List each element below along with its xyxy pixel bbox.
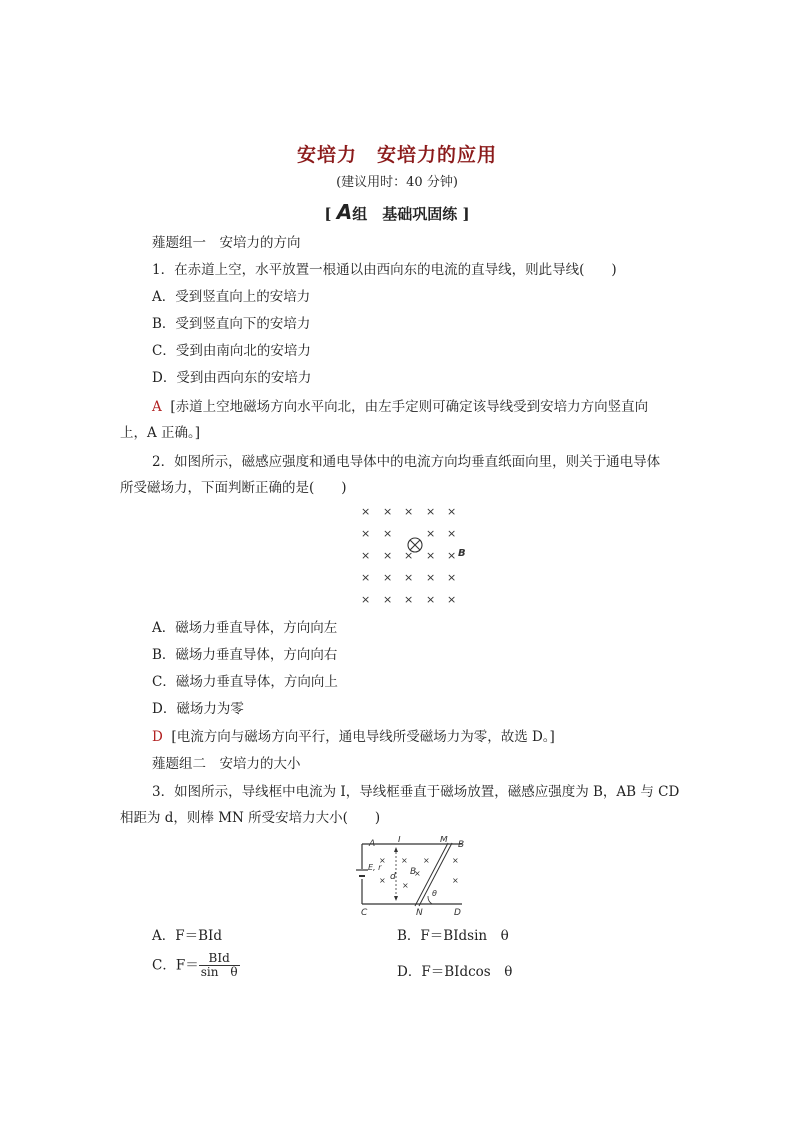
field-cross-0-3: × — [426, 505, 436, 518]
q2-option-c: C．磁场力垂直导体，方向向上 — [152, 674, 338, 690]
field-cross-4-0: × — [361, 593, 371, 606]
q1-stem: 1．在赤道上空，水平放置一根通以由西向东的电流的直导线，则此导线( ) — [152, 262, 617, 278]
label-n: N — [416, 908, 423, 918]
cross-3: × — [401, 856, 408, 865]
label-distance: d — [390, 872, 396, 882]
field-cross-3-0: × — [361, 571, 371, 584]
page-subtitle: (建议用时：40 分钟) — [336, 175, 458, 190]
field-cross-2-0: × — [361, 549, 371, 562]
q1-explanation-2: 上，A 正确。] — [120, 425, 201, 441]
page-title: 安培力 安培力的应用 — [296, 144, 497, 166]
q2-stem-1: 2．如图所示，磁感应强度和通电导体中的电流方向均垂直纸面向里，则关于通电导体 — [152, 454, 661, 470]
field-cross-1-3: × — [426, 527, 436, 540]
q1-option-b: B．受到竖直向下的安培力 — [152, 316, 311, 332]
field-cross-4-4: × — [447, 593, 457, 606]
group-bracket-close: ] — [462, 205, 470, 223]
field-cross-0-2: × — [404, 505, 414, 518]
field-cross-4-3: × — [426, 593, 436, 606]
q2-option-d: D．磁场力为零 — [152, 701, 244, 717]
q1-explanation-1: [赤道上空地磁场方向水平向北，由左手定则可确定该导线受到安培力方向竖直向 — [170, 399, 649, 415]
q3-stem-1: 3．如图所示，导线框中电流为 I，导线框垂直于磁场放置，磁感应强度为 B，AB 与 CD — [152, 784, 680, 800]
q3-option-c-fraction — [199, 952, 240, 979]
group-heading — [0, 200, 794, 224]
label-a: A — [369, 839, 376, 849]
q3-option-c-denominator: sin θ — [200, 965, 238, 979]
q3-option-c — [152, 952, 240, 979]
group-label: 组 基础巩固练 — [352, 205, 458, 223]
field-cross-2-2: × — [404, 549, 414, 562]
distance-arrow-up-icon — [394, 847, 398, 852]
cross-6: × — [402, 881, 409, 890]
section1-title: 薤题组一 安培力的方向 — [152, 235, 301, 251]
q2-answer — [152, 727, 555, 747]
group-letter: A — [336, 200, 353, 224]
q2-answer-letter: D — [152, 729, 163, 745]
q1-option-d: D．受到由西向东的安培力 — [152, 370, 312, 386]
cross-4: × — [423, 856, 430, 865]
label-field: B — [410, 867, 417, 877]
q3-option-c-prefix: C．F＝ — [152, 957, 199, 974]
q2-field-label: B — [458, 548, 466, 559]
field-cross-3-4: × — [447, 571, 457, 584]
field-cross-1-1: × — [383, 527, 393, 540]
field-cross-4-1: × — [383, 593, 393, 606]
cross-5: × — [414, 869, 421, 878]
q3-option-b: B．F＝BIdsin θ — [397, 928, 509, 944]
group-bracket-open: [ — [324, 205, 332, 223]
label-emf: E, r — [368, 863, 382, 872]
cross-8: × — [452, 876, 459, 885]
label-c: C — [361, 908, 368, 918]
field-cross-0-4: × — [447, 505, 457, 518]
q1-answer — [152, 397, 648, 417]
q3-figure-circuit — [352, 836, 477, 918]
field-cross-3-3: × — [426, 571, 436, 584]
label-b: B — [458, 840, 465, 850]
label-d: D — [454, 908, 461, 918]
field-cross-2-3: × — [426, 549, 436, 562]
q1-option-a: A．受到竖直向上的安培力 — [152, 289, 311, 305]
field-cross-4-2: × — [404, 593, 414, 606]
q3-option-c-numerator: BId — [199, 952, 240, 966]
field-cross-1-4: × — [447, 527, 457, 540]
q3-stem-2: 相距为 d，则棒 MN 所受安培力大小( ) — [120, 810, 381, 826]
field-cross-0-0: × — [361, 505, 371, 518]
q3-option-d: D．F＝BIdcos θ — [397, 964, 513, 980]
field-cross-0-1: × — [383, 505, 393, 518]
q1-answer-letter: A — [152, 399, 162, 415]
current-into-page-icon — [408, 538, 422, 552]
field-cross-2-4: × — [447, 549, 457, 562]
section2-title: 薤题组二 安培力的大小 — [152, 756, 301, 772]
q2-option-a: A．磁场力垂直导体，方向向左 — [152, 620, 338, 636]
field-cross-3-2: × — [404, 571, 414, 584]
battery-icon — [356, 870, 368, 876]
field-cross-3-1: × — [383, 571, 393, 584]
label-i: I — [398, 836, 401, 845]
q3-option-a: A．F＝BId — [152, 928, 223, 944]
label-theta: θ — [432, 889, 437, 898]
q2-option-b: B．磁场力垂直导体，方向向右 — [152, 647, 338, 663]
cross-1: × — [379, 856, 386, 865]
q2-stem-2: 所受磁场力，下面判断正确的是( ) — [120, 480, 347, 496]
field-cross-2-1: × — [383, 549, 393, 562]
q2-figure-magnetic-field — [350, 500, 480, 610]
cross-7: × — [452, 856, 459, 865]
label-m: M — [440, 836, 448, 845]
q1-option-c: C．受到由南向北的安培力 — [152, 343, 311, 359]
distance-arrow-down-icon — [394, 896, 398, 901]
q2-explanation: [电流方向与磁场方向平行，通电导线所受磁场力为零，故选 D。] — [171, 729, 555, 745]
field-cross-1-0: × — [361, 527, 371, 540]
cross-2: × — [379, 876, 386, 885]
